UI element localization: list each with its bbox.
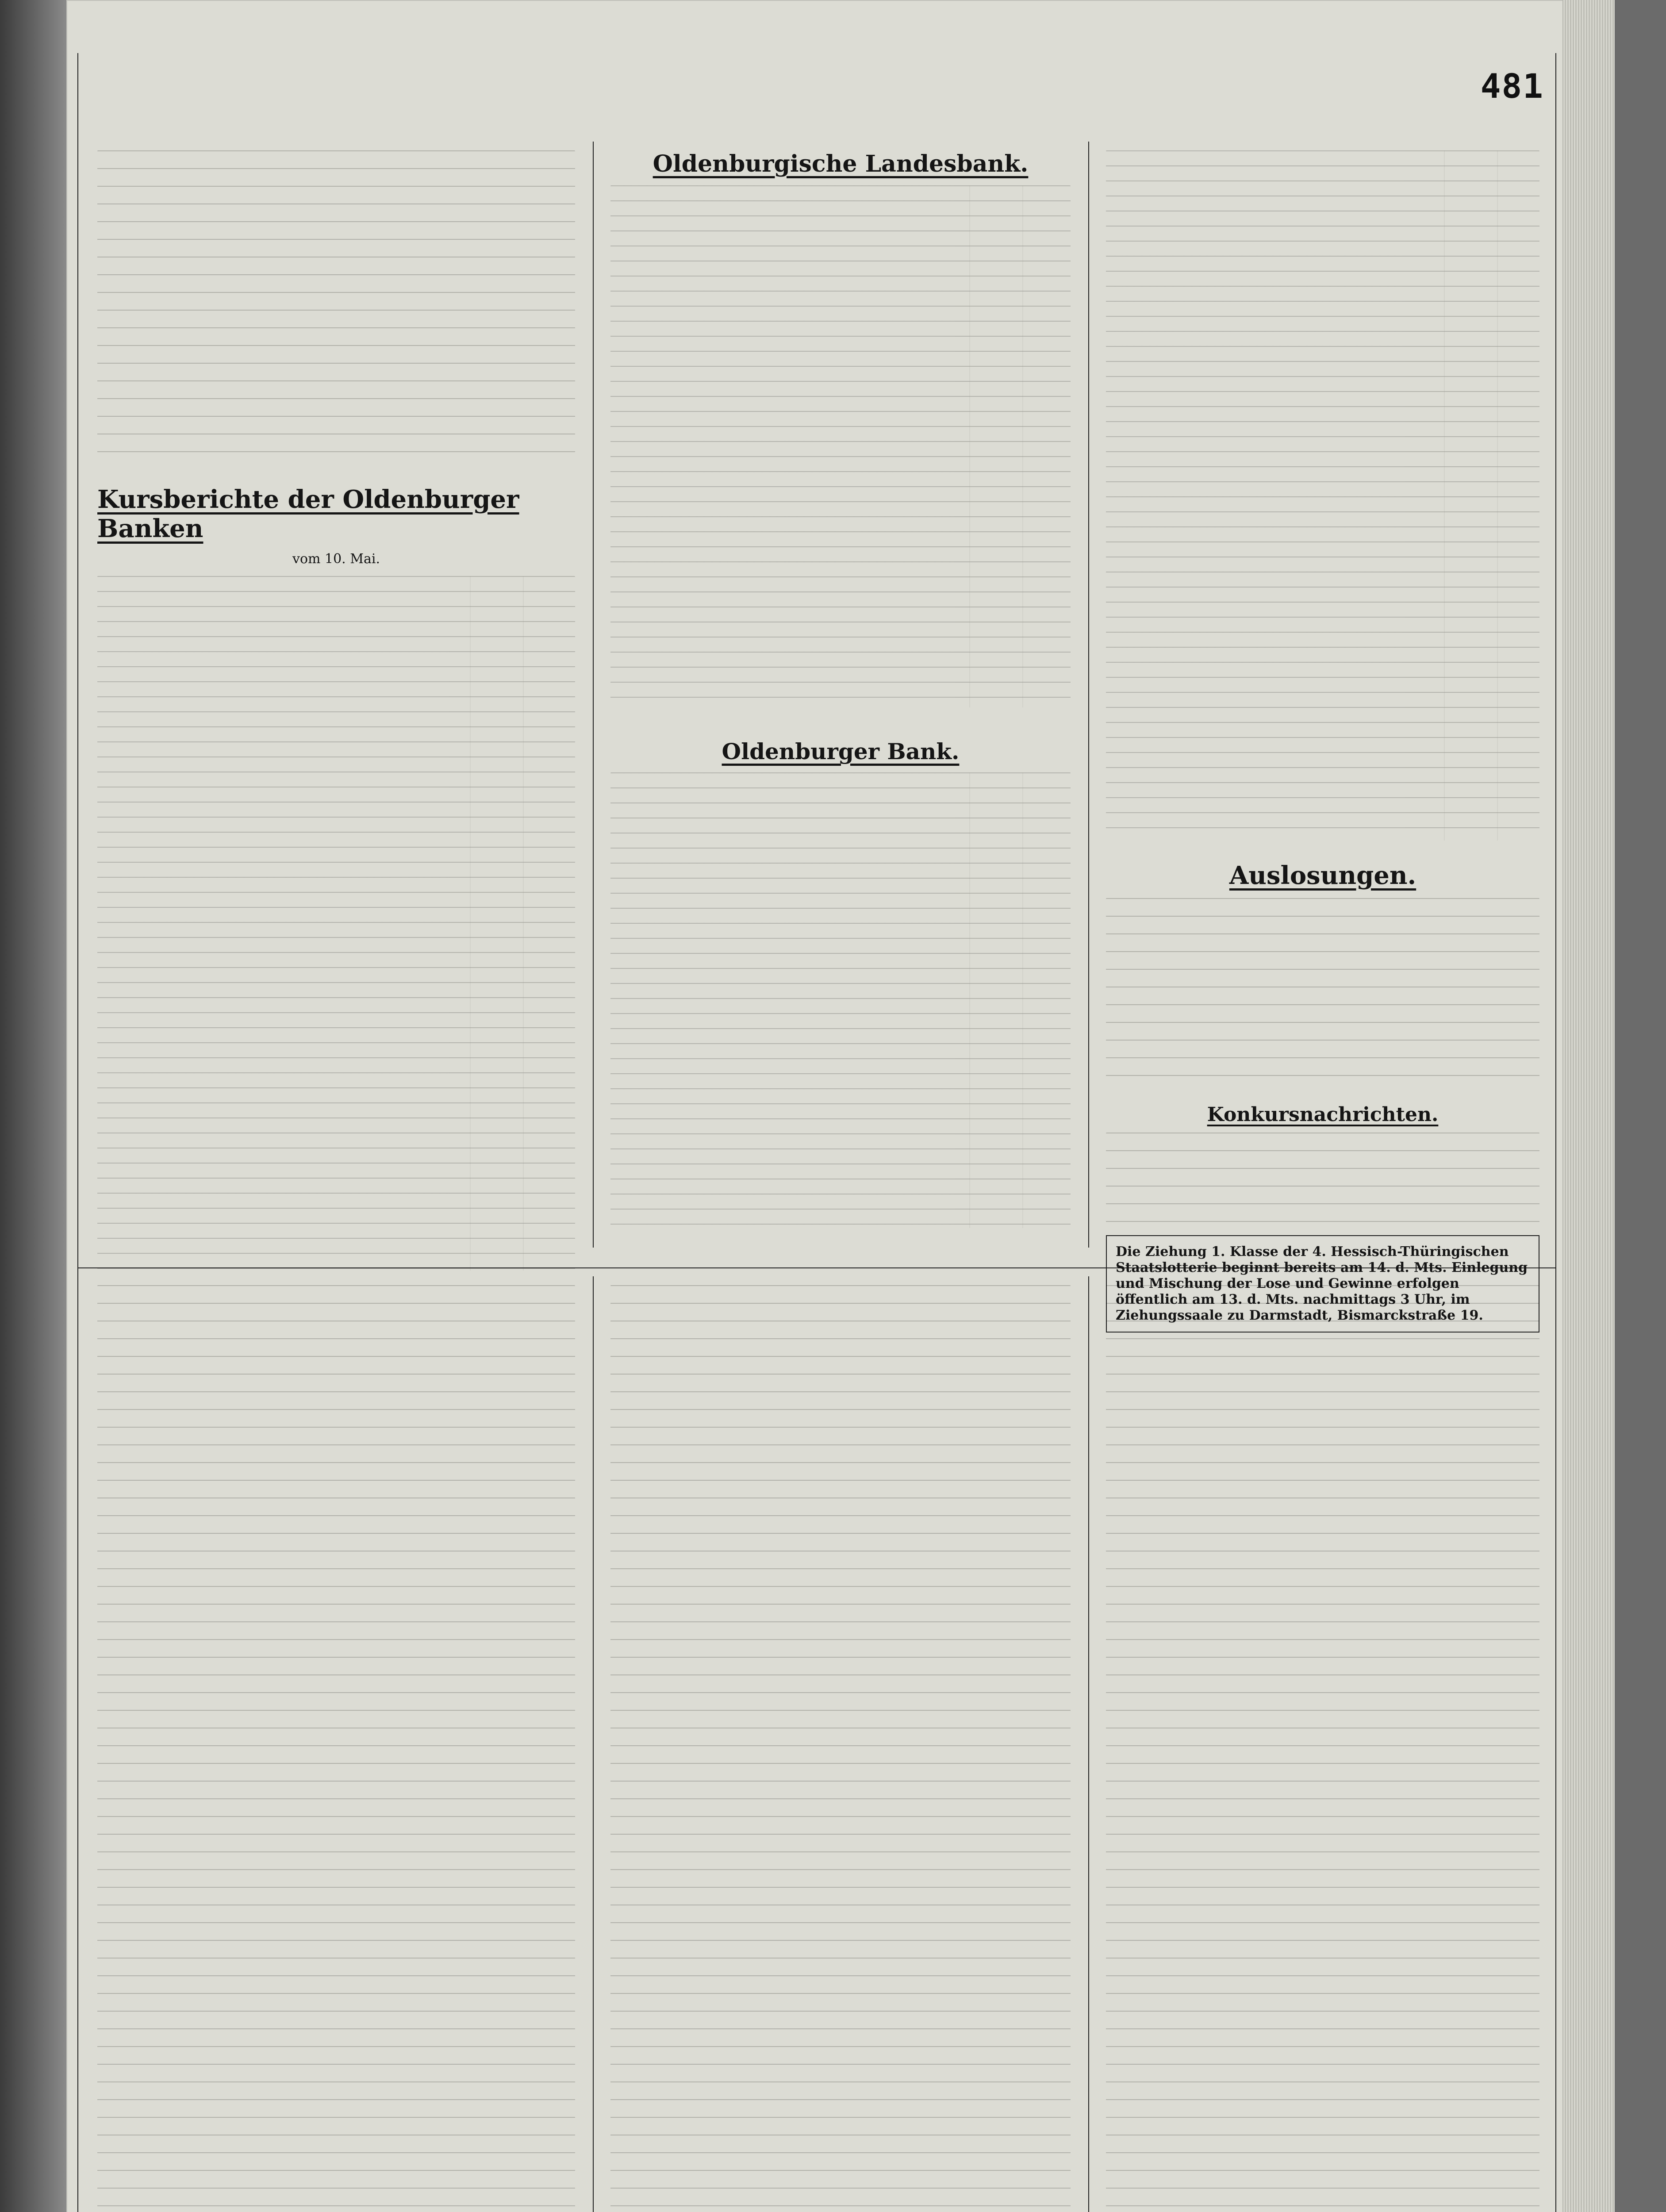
book-spine (0, 0, 66, 2212)
page-edge (1562, 0, 1615, 2212)
essay-column-3 (1106, 1285, 1539, 2212)
lottery-notice: Die Ziehung 1. Klasse der 4. Hessisch-Thüringischen Staatslotterie beginnt bereits am 14. d. Mts. Einlegung und Mischung der Lose und Gewinne erfolgen öffentlich am 13. d. Mts. nachmittags 3 Uhr, im Ziehungssaale zu Darmstadt, Bismarckstraße 19. (1106, 1235, 1539, 1333)
left-top-column (97, 150, 575, 1271)
essay-column-2 (610, 1285, 1071, 2212)
column-rule-1 (593, 142, 594, 1248)
konkurs-lines (1106, 1133, 1539, 1225)
right-kurs-table-lines (1106, 150, 1539, 841)
heading-konkursnachrichten: Konkursnachrichten. (1207, 1103, 1439, 1126)
subheading-date: vom 10. Mai. (292, 551, 380, 567)
middle-top-column (610, 150, 1071, 1228)
essay-col1-lines (97, 1285, 575, 2212)
left-margin-rule (77, 53, 78, 2212)
essay-column-1 (97, 1285, 575, 2212)
essay-column-rule-1 (593, 1276, 594, 2212)
landesbank-table-lines (610, 185, 1071, 707)
page-number: 481 (1480, 66, 1544, 106)
right-top-column (1106, 150, 1539, 1333)
heading-oldenburger-bank: Oldenburger Bank. (722, 738, 960, 765)
essay-col3-lines (1106, 1285, 1539, 2212)
oldenburger-bank-table-lines (610, 772, 1071, 1228)
heading-kursberichte: Kursberichte der Oldenburger Banken (97, 485, 519, 544)
left-kurs-table-lines (97, 576, 575, 1271)
column-rule-2 (1088, 142, 1089, 1248)
heading-auslosungen: Auslosungen. (1229, 861, 1416, 890)
essay-col2-lines (610, 1285, 1071, 2212)
right-margin-rule (1555, 53, 1556, 2212)
essay-column-rule-2 (1088, 1276, 1089, 2212)
newspaper-page (66, 0, 1615, 2212)
heading-oldenburgische-landesbank: Oldenburgische Landesbank. (653, 150, 1029, 177)
left-top-article-lines (97, 150, 575, 469)
auslosungen-lines (1106, 898, 1539, 1084)
